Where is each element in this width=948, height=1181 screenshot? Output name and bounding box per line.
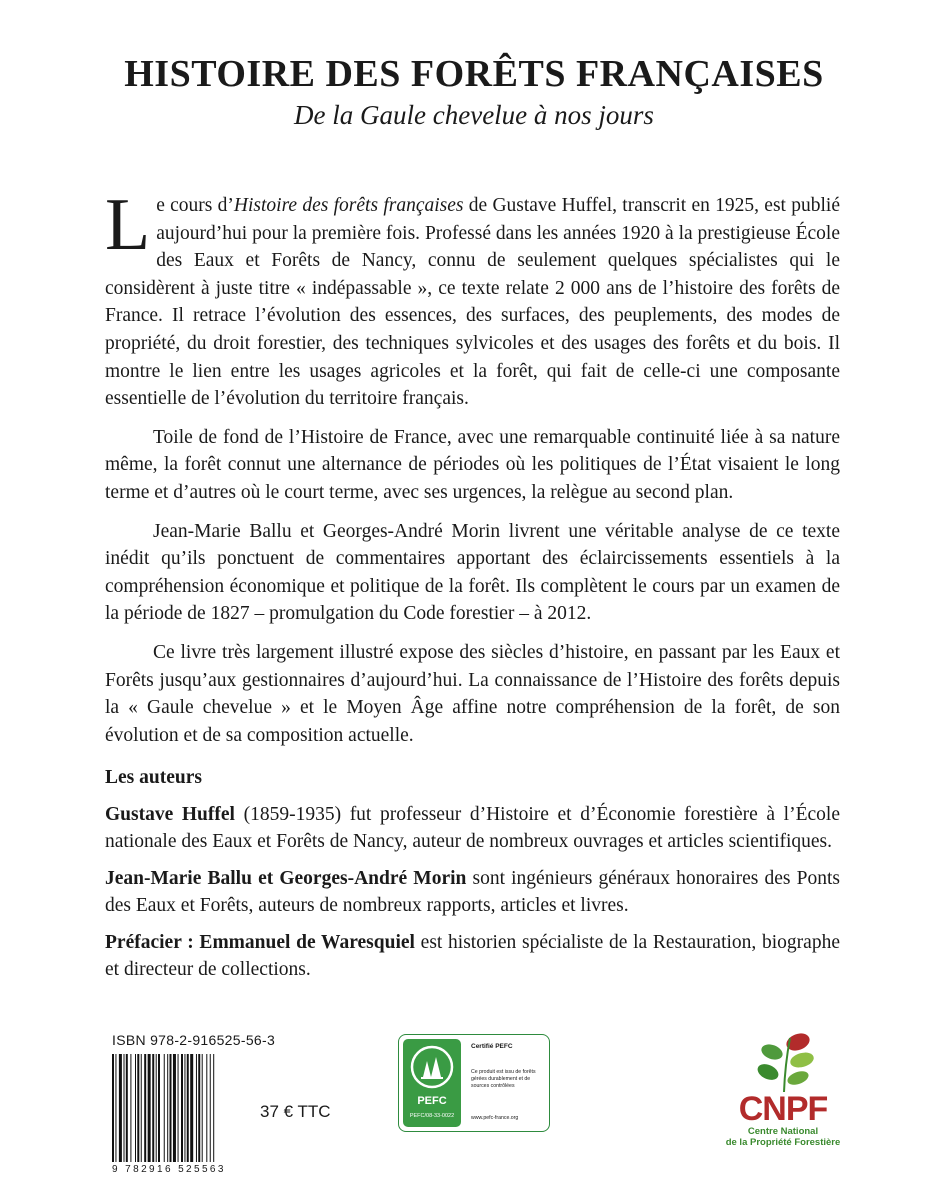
pefc-label <box>398 1034 550 1132</box>
drop-cap: L <box>105 184 151 266</box>
author-1-bio: (1859-1935) fut professeur d’Histoire et d’Économie forestière à l’École nationale des Eaux et Forêts de Nancy, auteur de nombreux ouvrages et articles scientifiques. <box>105 804 840 852</box>
author-2-bio: sont ingénieurs généraux honoraires des Ponts des Eaux et Forêts, auteurs de nombreux rapports, articles et livres. <box>105 868 840 916</box>
p1-italic-title: Histoire des forêts françaises <box>233 195 464 216</box>
blurb <box>105 184 840 760</box>
paragraph-4: Ce livre très largement illustré expose des siècles d’histoire, en passant par les Eaux et Forêts jusqu’aux gestionnaires d’aujourd’hui. La connaissance de l’Histoire des forêts depuis la « Gaule chevelue » et le Moyen Âge affine notre compréhension de la forêt, de son évolution et de sa composition actuelle. <box>105 641 840 746</box>
pefc-description: Ce produit est issu de forêts gérées durablement et de sources contrôlées <box>471 1069 536 1089</box>
author-3 <box>105 929 840 983</box>
pefc-url: www.pefc-france.org <box>471 1115 519 1121</box>
p1-text-b: de Gustave Huffel, transcrit en 1925, est publié aujourd’hui pour la première fois. Professé dans les années 1920 à la prestigieuse École des Eaux et Forêts de Nancy, connu de seulement quelques spécialistes qui le considèrent à juste titre « indépassable », ce texte relate 2 000 ans de l’histoire des forêts de France. Il retrace l’évolution des essences, des surfaces, des peuplements, des modes de propriété, du droit forestier, des techniques sylvicoles et des usages des forêts et du bois. Il montre le lien entre les usages agricoles et la forêt, qui fait de celle-ci une composante essentielle de l’évolution du territoire français. <box>105 195 840 410</box>
cnpf-line-1: Centre National <box>747 1126 819 1137</box>
author-2-name: Jean-Marie Ballu et Georges-André Morin <box>105 868 467 889</box>
p1-text-a: e cours d’ <box>156 195 234 216</box>
pefc-certified: Certifié PEFC <box>471 1043 513 1050</box>
author-3-name: Préfacier : Emmanuel de Waresquiel <box>105 932 415 953</box>
author-3-bio: est historien spécialiste de la Restauration, biographe et directeur de collections. <box>105 932 840 980</box>
pefc-tree-icon <box>403 1039 461 1095</box>
authors-heading: Les auteurs <box>105 767 202 788</box>
author-2 <box>105 865 840 919</box>
paragraph-2: Toile de fond de l’Histoire de France, avec une remarquable continuité liée à sa nature même, la forêt connut une alternance de périodes où les politiques de l’État visaient le long terme et d’autres où le court terme, avec ses urgences, la relègue au second plan. <box>105 426 840 503</box>
pefc-name: PEFC <box>417 1095 447 1107</box>
cnpf-name: CNPF <box>738 1090 828 1128</box>
price: 37 € TTC <box>260 1102 331 1121</box>
author-1 <box>105 801 840 855</box>
isbn-label: ISBN 978-2-916525-56-3 <box>112 1032 276 1048</box>
leaves-icon <box>738 1030 828 1092</box>
author-1-name: Gustave Huffel <box>105 804 235 825</box>
cnpf-logo <box>718 1030 848 1148</box>
book-title: HISTOIRE DES FORÊTS FRANÇAISES <box>124 53 824 95</box>
paragraph-1 <box>105 184 840 413</box>
authors-section <box>105 764 840 993</box>
barcode-digits: 9 782916 525563 <box>112 1164 226 1175</box>
isbn-block <box>112 1032 362 1175</box>
paragraph-3: Jean-Marie Ballu et Georges-André Morin livrent une véritable analyse de ce texte inédit qu’ils ponctuent de commentaires apportant des éclaircissements essentiels à la compréhension économique et politique de la forêt. Ils complètent le cours par un examen de la période de 1827 – promulgation du Code forestier – à 2012. <box>105 520 840 625</box>
cnpf-line-2: de la Propriété Forestière <box>725 1137 841 1148</box>
pefc-logo <box>403 1039 461 1127</box>
book-subtitle: De la Gaule chevelue à nos jours <box>294 100 654 130</box>
barcode-icon <box>112 1054 244 1162</box>
pefc-code: PEFC/08-33-0022 <box>409 1113 455 1119</box>
